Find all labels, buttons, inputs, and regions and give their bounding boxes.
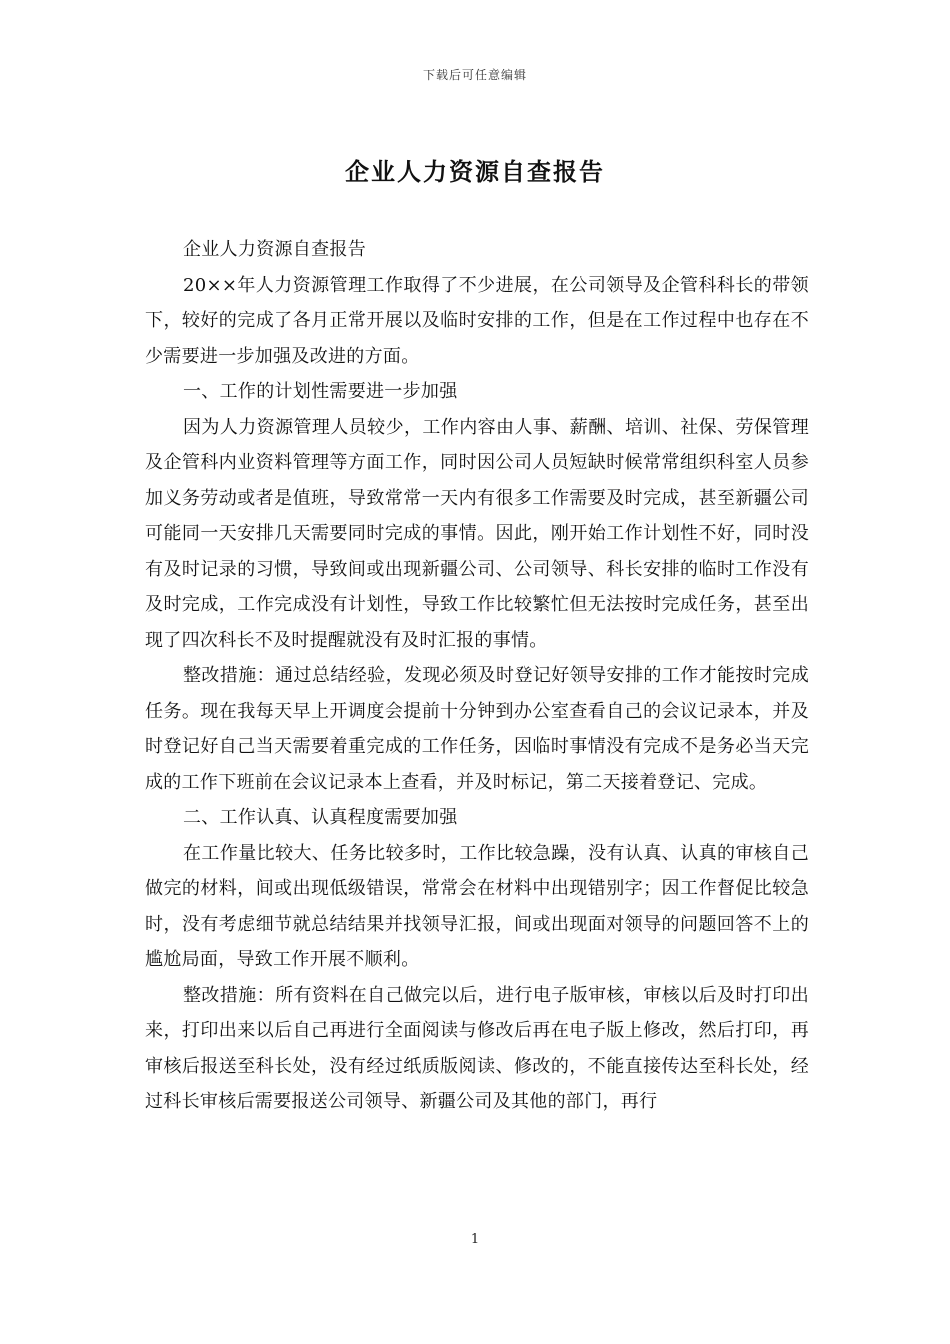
page-number: 1 bbox=[470, 1232, 480, 1247]
paragraph-section-1-body: 因为人力资源管理人员较少，工作内容由人事、薪酬、培训、社保、劳保管理及企管科内业资料管理等方面工作，同时因公司人员短缺时候常常组织科室人员参加义务劳动或者是值班，导致常常一天内有很多工作需要及时完成，甚至新疆公司可能同一天安排几天需要同时完成的事情。因此，刚开始工作计划性不好，同时没有及时记录的习惯，导致间或出现新疆公司、公司领导、科长安排的临时工作没有及时完成，工作完成没有计划性，导致工作比较繁忙但无法按时完成任务，甚至出现了四次科长不及时提醒就没有及时汇报的事情。 bbox=[145, 416, 809, 651]
paragraph-intro: 20××年人力资源管理工作取得了不少进展，在公司领导及企管科科长的带领下，较好的完成了各月正常开展以及临时安排的工作，但是在工作过程中也存在不少需要进一步加强及改进的方面。 bbox=[145, 274, 809, 367]
paragraph-subtitle: 企业人力资源自查报告 bbox=[183, 239, 366, 260]
paragraph-section-2-body: 在工作量比较大、任务比较多时，工作比较急躁，没有认真、认真的审核自己做完的材料，间或出现低级错误，常常会在材料中出现错别字；因工作督促比较急时，没有考虑细节就总结结果并找领导汇报，间或出现面对领导的问题回答不上的尴尬局面，导致工作开展不顺利。 bbox=[145, 842, 809, 970]
paragraph-section-2-measures: 整改措施：所有资料在自己做完以后，进行电子版审核，审核以后及时打印出来，打印出来以后自己再进行全面阅读与修改后再在电子版上修改，然后打印，再审核后报送至科长处，没有经过纸质版阅读、修改的，不能直接传达至科长处，经过科长审核后需要报送公司领导、新疆公司及其他的部门，再行 bbox=[145, 984, 809, 1112]
document-body bbox=[145, 232, 809, 1120]
section-heading-2: 二、工作认真、认真程度需要加强 bbox=[183, 807, 458, 828]
page-header-note: 下载后可任意编辑 bbox=[422, 68, 527, 82]
document-title: 企业人力资源自查报告 bbox=[345, 157, 605, 186]
paragraph-section-1-measures: 整改措施：通过总结经验，发现必须及时登记好领导安排的工作才能按时完成任务。现在我每天早上开调度会提前十分钟到办公室查看自己的会议记录本，并及时登记好自己当天需要着重完成的工作任务，因临时事情没有完成不是务必当天完成的工作下班前在会议记录本上查看，并及时标记，第二天接着登记、完成。 bbox=[145, 665, 809, 793]
section-heading-1: 一、工作的计划性需要进一步加强 bbox=[183, 381, 458, 402]
